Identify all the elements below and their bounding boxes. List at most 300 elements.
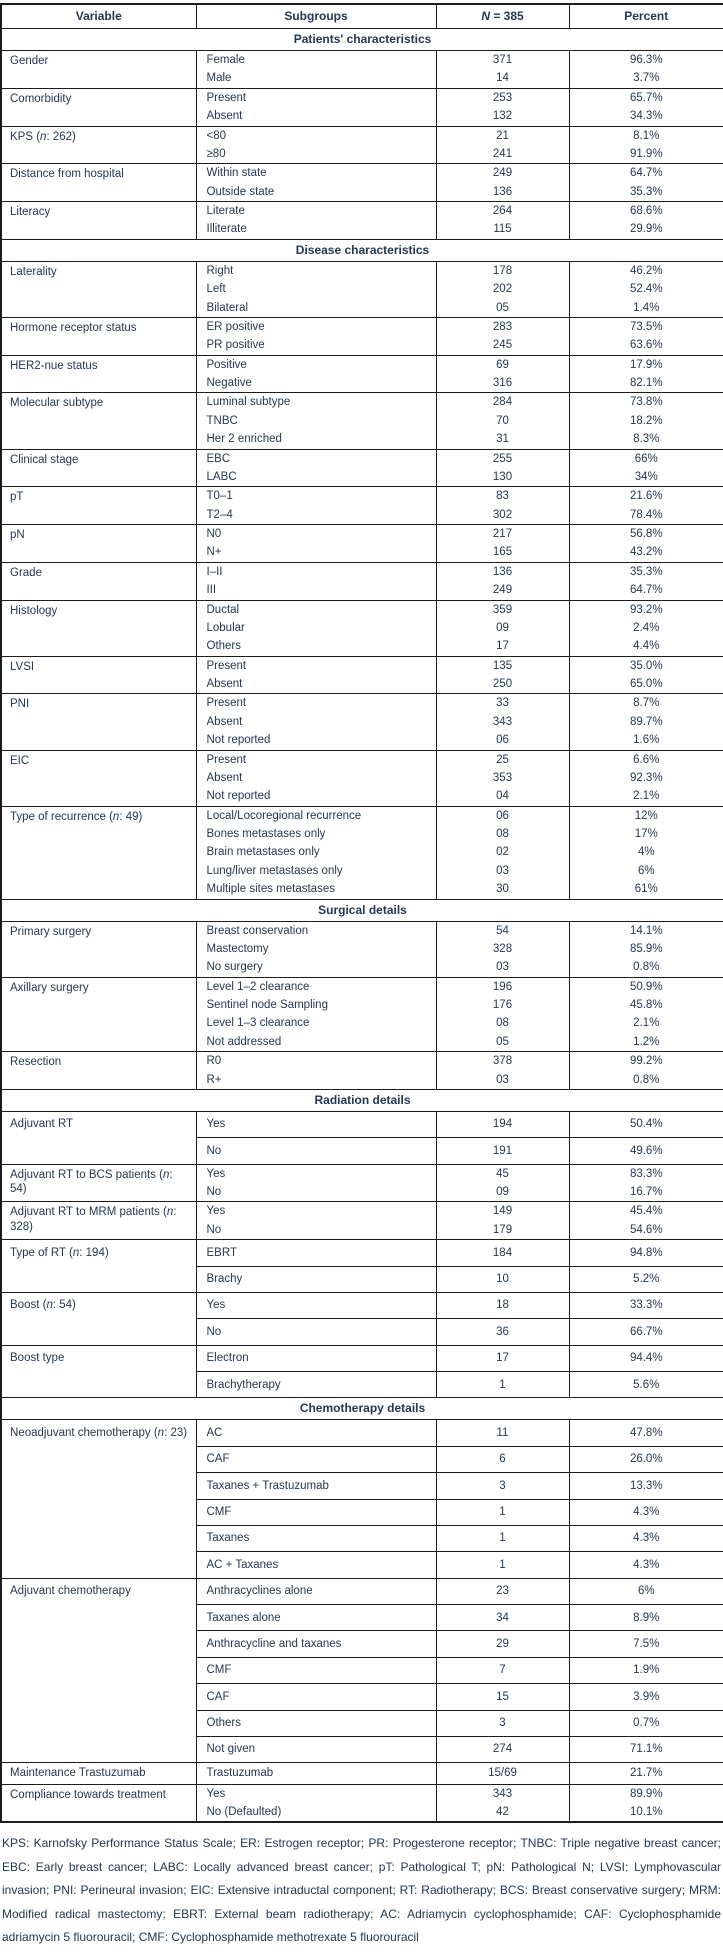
n-cell: 274: [436, 1736, 569, 1762]
table-row: [1, 1202, 723, 1221]
subgroup-cell: Within state: [196, 164, 436, 183]
percent-cell: 64.7%: [569, 164, 723, 183]
n-cell: 250: [436, 675, 569, 694]
percent-cell: 6%: [569, 862, 723, 880]
n-cell: 371: [436, 51, 569, 70]
table-row: [1, 487, 723, 506]
percent-cell: 0.7%: [569, 1710, 723, 1736]
subgroup-cell: Local/Locoregional recurrence: [196, 806, 436, 825]
table-row: [1, 261, 723, 280]
percent-cell: 94.8%: [569, 1240, 723, 1266]
percent-cell: 46.2%: [569, 261, 723, 280]
subgroup-cell: Brachy: [196, 1266, 436, 1292]
n-cell: 08: [436, 1014, 569, 1032]
n-cell: 83: [436, 487, 569, 506]
subgroup-cell: No: [196, 1319, 436, 1345]
n-cell: 302: [436, 506, 569, 525]
n-cell: 29: [436, 1631, 569, 1657]
n-cell: 184: [436, 1240, 569, 1266]
column-header: Subgroups: [196, 4, 436, 29]
subgroup-cell: ER positive: [196, 317, 436, 336]
subgroup-cell: Lung/liver metastases only: [196, 862, 436, 880]
n-cell: 283: [436, 317, 569, 336]
n-cell: 45: [436, 1164, 569, 1183]
n-cell: 06: [436, 731, 569, 750]
percent-cell: 5.2%: [569, 1266, 723, 1292]
percent-cell: 56.8%: [569, 525, 723, 544]
percent-cell: 92.3%: [569, 769, 723, 787]
percent-cell: 4.4%: [569, 637, 723, 656]
n-cell: 11: [436, 1420, 569, 1446]
subgroup-cell: AC: [196, 1420, 436, 1446]
table-row: [1, 1420, 723, 1446]
n-cell: 1: [436, 1552, 569, 1578]
n-cell: 253: [436, 88, 569, 107]
column-header: Variable: [1, 4, 196, 29]
subgroup-cell: Her 2 enriched: [196, 430, 436, 449]
subgroup-cell: <80: [196, 126, 436, 145]
subgroup-cell: Male: [196, 69, 436, 88]
table-row: [1, 51, 723, 70]
subgroup-cell: Bilateral: [196, 299, 436, 318]
n-cell: 23: [436, 1578, 569, 1604]
n-cell: 09: [436, 1183, 569, 1202]
variable-cell: Histology: [1, 600, 196, 656]
subgroup-cell: TNBC: [196, 412, 436, 430]
subgroup-cell: T2–4: [196, 506, 436, 525]
percent-cell: 52.4%: [569, 280, 723, 298]
table-row: [1, 1345, 723, 1371]
percent-cell: 45.8%: [569, 996, 723, 1014]
n-cell: 17: [436, 1345, 569, 1371]
percent-cell: 66%: [569, 449, 723, 468]
variable-cell: Distance from hospital: [1, 164, 196, 202]
table-row: [1, 656, 723, 675]
subgroup-cell: Not addressed: [196, 1033, 436, 1052]
subgroup-cell: Brain metastases only: [196, 843, 436, 861]
subgroup-cell: Present: [196, 694, 436, 713]
variable-cell: Boost type: [1, 1345, 196, 1398]
subgroup-cell: Present: [196, 88, 436, 107]
percent-cell: 21.6%: [569, 487, 723, 506]
percent-cell: 6%: [569, 1578, 723, 1604]
subgroup-cell: Absent: [196, 107, 436, 126]
subgroup-cell: Lobular: [196, 619, 436, 637]
n-cell: 194: [436, 1111, 569, 1137]
n-cell: 179: [436, 1221, 569, 1240]
variable-cell: Hormone receptor status: [1, 317, 196, 355]
n-cell: 316: [436, 374, 569, 393]
table-row: [1, 393, 723, 412]
n-cell: 04: [436, 787, 569, 806]
table-row: [1, 1052, 723, 1071]
subgroup-cell: Yes: [196, 1292, 436, 1318]
percent-cell: 43.2%: [569, 543, 723, 562]
subgroup-cell: Present: [196, 656, 436, 675]
table-row: [1, 694, 723, 713]
percent-cell: 1.6%: [569, 731, 723, 750]
subgroup-cell: EBRT: [196, 1240, 436, 1266]
table-row: [1, 1763, 723, 1784]
subgroup-cell: Yes: [196, 1164, 436, 1183]
variable-cell: Compliance towards treatment: [1, 1784, 196, 1822]
percent-cell: 0.8%: [569, 958, 723, 977]
section-title: Patients' characteristics: [1, 29, 723, 51]
n-cell: 03: [436, 862, 569, 880]
section-title: Surgical details: [1, 899, 723, 921]
variable-cell: Molecular subtype: [1, 393, 196, 449]
subgroup-cell: Outside state: [196, 183, 436, 202]
n-cell: 191: [436, 1138, 569, 1164]
n-cell: 217: [436, 525, 569, 544]
subgroup-cell: Brachytherapy: [196, 1372, 436, 1398]
section-header-row: [1, 899, 723, 921]
n-cell: 03: [436, 958, 569, 977]
percent-cell: 73.5%: [569, 317, 723, 336]
subgroup-cell: Not reported: [196, 787, 436, 806]
n-cell: 132: [436, 107, 569, 126]
percent-cell: 64.7%: [569, 581, 723, 600]
n-cell: 30: [436, 880, 569, 899]
n-cell: 1: [436, 1499, 569, 1525]
n-cell: 343: [436, 1784, 569, 1803]
subgroup-cell: Female: [196, 51, 436, 70]
variable-cell: Adjuvant chemotherapy: [1, 1578, 196, 1763]
patient-characteristics-table: [0, 3, 723, 1823]
subgroup-cell: Positive: [196, 355, 436, 374]
percent-cell: 5.6%: [569, 1372, 723, 1398]
n-cell: 1: [436, 1372, 569, 1398]
n-cell: 359: [436, 600, 569, 619]
section-title: Radiation details: [1, 1089, 723, 1111]
subgroup-cell: Multiple sites metastases: [196, 880, 436, 899]
percent-cell: 16.7%: [569, 1183, 723, 1202]
percent-cell: 73.8%: [569, 393, 723, 412]
n-cell: 06: [436, 806, 569, 825]
n-cell: 135: [436, 656, 569, 675]
variable-cell: Maintenance Trastuzumab: [1, 1763, 196, 1784]
table-row: [1, 1578, 723, 1604]
subgroup-cell: Taxanes alone: [196, 1605, 436, 1631]
subgroup-cell: Absent: [196, 675, 436, 694]
percent-cell: 10.1%: [569, 1803, 723, 1822]
n-cell: 249: [436, 581, 569, 600]
subgroup-cell: Electron: [196, 1345, 436, 1371]
n-cell: 3: [436, 1710, 569, 1736]
percent-cell: 1.4%: [569, 299, 723, 318]
percent-cell: 4.3%: [569, 1552, 723, 1578]
variable-cell: EIC: [1, 750, 196, 806]
percent-cell: 4.3%: [569, 1525, 723, 1551]
n-cell: 21: [436, 126, 569, 145]
subgroup-cell: III: [196, 581, 436, 600]
variable-cell: Literacy: [1, 202, 196, 240]
n-cell: 05: [436, 1033, 569, 1052]
variable-cell: Laterality: [1, 261, 196, 317]
percent-cell: 6.6%: [569, 750, 723, 769]
percent-cell: 14.1%: [569, 921, 723, 940]
percent-cell: 34%: [569, 468, 723, 487]
percent-cell: 93.2%: [569, 600, 723, 619]
variable-cell: Comorbidity: [1, 88, 196, 126]
n-cell: 05: [436, 299, 569, 318]
percent-cell: 83.3%: [569, 1164, 723, 1183]
variable-cell: Type of recurrence (n: 49): [1, 806, 196, 899]
subgroup-cell: R+: [196, 1071, 436, 1090]
subgroup-cell: Taxanes: [196, 1525, 436, 1551]
subgroup-cell: Yes: [196, 1111, 436, 1137]
percent-cell: 8.7%: [569, 694, 723, 713]
subgroup-cell: No (Defaulted): [196, 1803, 436, 1822]
percent-cell: 49.6%: [569, 1138, 723, 1164]
percent-cell: 89.9%: [569, 1784, 723, 1803]
table-row: [1, 1292, 723, 1318]
subgroup-cell: Breast conservation: [196, 921, 436, 940]
subgroup-cell: Yes: [196, 1784, 436, 1803]
percent-cell: 26.0%: [569, 1446, 723, 1472]
variable-cell: Grade: [1, 562, 196, 600]
percent-cell: 13.3%: [569, 1473, 723, 1499]
percent-cell: 35.3%: [569, 183, 723, 202]
subgroup-cell: N0: [196, 525, 436, 544]
percent-cell: 54.6%: [569, 1221, 723, 1240]
percent-cell: 17%: [569, 825, 723, 843]
variable-cell: Type of RT (n: 194): [1, 1240, 196, 1293]
percent-cell: 96.3%: [569, 51, 723, 70]
n-cell: 25: [436, 750, 569, 769]
section-header-row: [1, 239, 723, 261]
subgroup-cell: Luminal subtype: [196, 393, 436, 412]
header-row: [1, 4, 723, 29]
table-row: [1, 126, 723, 145]
n-cell: 353: [436, 769, 569, 787]
subgroup-cell: Taxanes + Trastuzumab: [196, 1473, 436, 1499]
subgroup-cell: EBC: [196, 449, 436, 468]
percent-cell: 99.2%: [569, 1052, 723, 1071]
n-cell: 176: [436, 996, 569, 1014]
percent-cell: 12%: [569, 806, 723, 825]
subgroup-cell: CAF: [196, 1446, 436, 1472]
percent-cell: 3.7%: [569, 69, 723, 88]
subgroup-cell: Illiterate: [196, 220, 436, 239]
percent-cell: 29.9%: [569, 220, 723, 239]
n-cell: 36: [436, 1319, 569, 1345]
variable-cell: LVSI: [1, 656, 196, 694]
variable-cell: Primary surgery: [1, 921, 196, 977]
variable-cell: PNI: [1, 694, 196, 750]
percent-cell: 71.1%: [569, 1736, 723, 1762]
percent-cell: 61%: [569, 880, 723, 899]
percent-cell: 7.5%: [569, 1631, 723, 1657]
table-row: [1, 449, 723, 468]
variable-cell: Adjuvant RT to BCS patients (n: 54): [1, 1164, 196, 1202]
table-row: [1, 355, 723, 374]
subgroup-cell: I–II: [196, 562, 436, 581]
table-row: [1, 562, 723, 581]
table-row: [1, 921, 723, 940]
n-cell: 115: [436, 220, 569, 239]
n-cell: 264: [436, 202, 569, 221]
subgroup-cell: Right: [196, 261, 436, 280]
percent-cell: 47.8%: [569, 1420, 723, 1446]
section-header-row: [1, 1089, 723, 1111]
subgroup-cell: Absent: [196, 769, 436, 787]
subgroup-cell: AC + Taxanes: [196, 1552, 436, 1578]
percent-cell: 65.0%: [569, 675, 723, 694]
subgroup-cell: Not reported: [196, 731, 436, 750]
subgroup-cell: Sentinel node Sampling: [196, 996, 436, 1014]
percent-cell: 63.6%: [569, 336, 723, 355]
variable-cell: Boost (n: 54): [1, 1292, 196, 1345]
n-cell: 02: [436, 843, 569, 861]
table-row: [1, 750, 723, 769]
n-cell: 202: [436, 280, 569, 298]
n-cell: 130: [436, 468, 569, 487]
n-cell: 136: [436, 562, 569, 581]
section-header-row: [1, 29, 723, 51]
subgroup-cell: Trastuzumab: [196, 1763, 436, 1784]
table-row: [1, 1240, 723, 1266]
percent-cell: 2.1%: [569, 787, 723, 806]
variable-cell: pN: [1, 525, 196, 563]
n-cell: 241: [436, 145, 569, 164]
subgroup-cell: Left: [196, 280, 436, 298]
percent-cell: 8.3%: [569, 430, 723, 449]
n-cell: 328: [436, 940, 569, 958]
n-cell: 136: [436, 183, 569, 202]
subgroup-cell: Mastectomy: [196, 940, 436, 958]
percent-cell: 18.2%: [569, 412, 723, 430]
percent-cell: 0.8%: [569, 1071, 723, 1090]
percent-cell: 45.4%: [569, 1202, 723, 1221]
subgroup-cell: Present: [196, 750, 436, 769]
subgroup-cell: Others: [196, 637, 436, 656]
percent-cell: 65.7%: [569, 88, 723, 107]
section-header-row: [1, 1398, 723, 1420]
n-cell: 343: [436, 713, 569, 731]
percent-cell: 78.4%: [569, 506, 723, 525]
subgroup-cell: No: [196, 1221, 436, 1240]
percent-cell: 8.1%: [569, 126, 723, 145]
n-cell: 15/69: [436, 1763, 569, 1784]
variable-cell: Adjuvant RT to MRM patients (n: 328): [1, 1202, 196, 1240]
n-cell: 6: [436, 1446, 569, 1472]
subgroup-cell: Level 1–2 clearance: [196, 977, 436, 996]
subgroup-cell: T0–1: [196, 487, 436, 506]
n-cell: 15: [436, 1684, 569, 1710]
n-cell: 7: [436, 1657, 569, 1683]
n-cell: 255: [436, 449, 569, 468]
variable-cell: Adjuvant RT: [1, 1111, 196, 1164]
subgroup-cell: CMF: [196, 1657, 436, 1683]
n-cell: 08: [436, 825, 569, 843]
table-row: [1, 202, 723, 221]
variable-cell: Clinical stage: [1, 449, 196, 487]
subgroup-cell: Literate: [196, 202, 436, 221]
percent-cell: 2.1%: [569, 1014, 723, 1032]
percent-cell: 34.3%: [569, 107, 723, 126]
table-row: [1, 1784, 723, 1803]
abbreviations-footnote: KPS: Karnofsky Performance Status Scale; ER: Estrogen receptor; PR: Progesterone receptor; TNBC: Triple negative breast cancer; EBC: Early breast cancer; LABC: Locally advanced breast cancer; pT: Pathological T; pN: Pathological N; LVSI: Lymphovascular invasion; PNI: Perineural invasion; EIC: Extensive intraductal component; RT: Radiotherapy; BCS: Breast conservative surgery; MRM: Modified radical mastectomy; EBRT: External beam radiotherapy; AC: Adriamycin cyclophosphamide; CAF: Cyclophosphamide adriamycin 5 fluorouracil; CMF: Cyclophosphamide methotrexate 5 fluorouracil: [2, 1836, 721, 1944]
subgroup-cell: Anthracyclines alone: [196, 1578, 436, 1604]
n-cell: 34: [436, 1605, 569, 1631]
n-cell: 14: [436, 69, 569, 88]
table-row: [1, 88, 723, 107]
percent-cell: 4%: [569, 843, 723, 861]
n-cell: 165: [436, 543, 569, 562]
variable-cell: Axillary surgery: [1, 977, 196, 1052]
section-title: Disease characteristics: [1, 239, 723, 261]
subgroup-cell: CAF: [196, 1684, 436, 1710]
n-cell: 31: [436, 430, 569, 449]
variable-cell: HER2-nue status: [1, 355, 196, 393]
subgroup-cell: N+: [196, 543, 436, 562]
variable-cell: Resection: [1, 1052, 196, 1090]
percent-cell: 50.9%: [569, 977, 723, 996]
subgroup-cell: Others: [196, 1710, 436, 1736]
variable-cell: Gender: [1, 51, 196, 89]
subgroup-cell: Absent: [196, 713, 436, 731]
percent-cell: 4.3%: [569, 1499, 723, 1525]
n-cell: 378: [436, 1052, 569, 1071]
table-row: [1, 600, 723, 619]
percent-cell: 82.1%: [569, 374, 723, 393]
column-header: Percent: [569, 4, 723, 29]
percent-cell: 94.4%: [569, 1345, 723, 1371]
table-row: [1, 806, 723, 825]
table-row: [1, 164, 723, 183]
n-cell: 69: [436, 355, 569, 374]
percent-cell: 1.2%: [569, 1033, 723, 1052]
subgroup-cell: Yes: [196, 1202, 436, 1221]
table-header: [1, 4, 723, 29]
subgroup-cell: Negative: [196, 374, 436, 393]
n-cell: 149: [436, 1202, 569, 1221]
percent-cell: 8.9%: [569, 1605, 723, 1631]
table-body: [1, 29, 723, 1823]
table-row: [1, 525, 723, 544]
variable-cell: Neoadjuvant chemotherapy (n: 23): [1, 1420, 196, 1578]
subgroup-cell: CMF: [196, 1499, 436, 1525]
subgroup-cell: No: [196, 1138, 436, 1164]
n-cell: 54: [436, 921, 569, 940]
subgroup-cell: No surgery: [196, 958, 436, 977]
percent-cell: 50.4%: [569, 1111, 723, 1137]
n-cell: 196: [436, 977, 569, 996]
percent-cell: 17.9%: [569, 355, 723, 374]
n-cell: 284: [436, 393, 569, 412]
n-cell: 245: [436, 336, 569, 355]
table-row: [1, 1111, 723, 1137]
percent-cell: 68.6%: [569, 202, 723, 221]
percent-cell: 2.4%: [569, 619, 723, 637]
n-cell: 10: [436, 1266, 569, 1292]
subgroup-cell: R0: [196, 1052, 436, 1071]
percent-cell: 21.7%: [569, 1763, 723, 1784]
n-cell: 09: [436, 619, 569, 637]
percent-cell: 35.3%: [569, 562, 723, 581]
percent-cell: 66.7%: [569, 1319, 723, 1345]
n-cell: 17: [436, 637, 569, 656]
column-header: N = 385: [436, 4, 569, 29]
subgroup-cell: ≥80: [196, 145, 436, 164]
table-row: [1, 317, 723, 336]
n-cell: 18: [436, 1292, 569, 1318]
percent-cell: 33.3%: [569, 1292, 723, 1318]
variable-cell: KPS (n: 262): [1, 126, 196, 164]
percent-cell: 85.9%: [569, 940, 723, 958]
section-title: Chemotherapy details: [1, 1398, 723, 1420]
